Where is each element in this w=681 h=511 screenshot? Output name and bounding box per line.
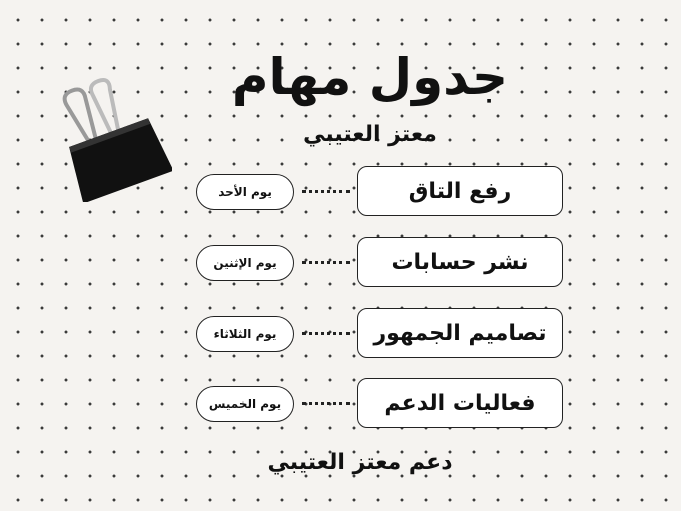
dotted-connector bbox=[302, 332, 350, 335]
schedule-row bbox=[0, 378, 681, 432]
author-name: معتز العتيبي bbox=[303, 122, 437, 147]
dotted-connector bbox=[302, 190, 350, 193]
schedule-row bbox=[0, 237, 681, 291]
day-pill: يوم الإثنين bbox=[196, 245, 294, 281]
dotted-connector bbox=[302, 261, 350, 264]
task-box: نشر حسابات bbox=[357, 237, 563, 287]
dotted-connector bbox=[302, 402, 350, 405]
day-pill: يوم الأحد bbox=[196, 174, 294, 210]
day-pill: يوم الخميس bbox=[196, 386, 294, 422]
page-title: جدول مهام bbox=[231, 48, 509, 106]
day-pill: يوم الثلاثاء bbox=[196, 316, 294, 352]
schedule-row bbox=[0, 308, 681, 362]
footer-credit: دعم معتز العتيبي bbox=[267, 450, 453, 475]
task-box: تصاميم الجمهور bbox=[357, 308, 563, 358]
schedule-row bbox=[0, 166, 681, 220]
task-box: فعاليات الدعم bbox=[357, 378, 563, 428]
task-box: رفع التاق bbox=[357, 166, 563, 216]
